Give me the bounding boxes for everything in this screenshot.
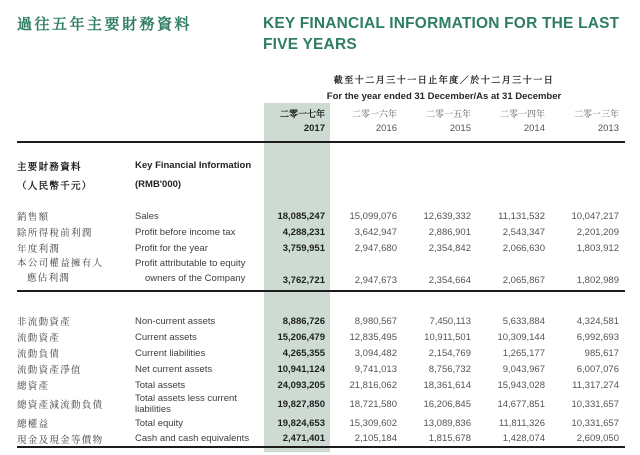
value-2014: 1,265,177	[502, 347, 545, 359]
table-row-non-current-assets	[17, 313, 625, 329]
value-2015: 1,815,678	[403, 431, 477, 447]
value-2016: 3,094,482	[354, 347, 397, 359]
year-zh-2016: 二零一六年	[351, 109, 397, 119]
row-label-en: Total assets	[135, 379, 186, 391]
col-header-zh: 主要財務資料	[17, 161, 82, 173]
value-2016: 2,947,673	[329, 256, 403, 291]
value-2015: 10,911,501	[424, 331, 471, 343]
table-row-cash	[17, 431, 625, 447]
value-2016: 2,105,184	[329, 431, 403, 447]
row-label-en: Net current assets	[135, 363, 213, 375]
row-label-en: Sales	[135, 210, 159, 222]
row-label-zh	[17, 256, 135, 291]
value-2017: 10,941,124	[277, 363, 325, 375]
row-label-zh-line2: 應佔利潤	[27, 273, 71, 284]
table-row-current-liabilities	[17, 345, 625, 361]
value-2017: 8,886,726	[282, 315, 325, 327]
value-2017: 24,093,205	[277, 379, 325, 391]
row-label-zh: 流動資產淨值	[17, 365, 82, 376]
table-row-sales	[17, 208, 625, 224]
year-header-row-zh	[17, 104, 625, 123]
row-label-en: Current liabilities	[135, 347, 206, 359]
value-2017: 19,827,850	[277, 398, 325, 410]
value-2016: 18,721,580	[349, 398, 397, 410]
row-label-en: Total assets less current liabilities	[135, 393, 237, 415]
value-2015: 7,450,113	[429, 315, 471, 327]
value-2013: 2,609,050	[551, 431, 625, 447]
row-label-zh: 銷售額	[17, 212, 50, 223]
value-2013: 1,803,912	[576, 242, 619, 254]
value-2013: 10,331,657	[571, 398, 619, 410]
value-2013: 11,317,274	[572, 379, 619, 391]
value-2014: 14,677,851	[497, 398, 545, 410]
year-zh-2015: 二零一五年	[425, 109, 471, 119]
year-zh-2013: 二零一三年	[573, 109, 619, 119]
value-2016: 2,947,680	[354, 242, 397, 254]
spacer-row	[17, 291, 625, 313]
year-header-row	[17, 123, 625, 142]
col-header-en: Key Financial Information	[135, 160, 252, 171]
value-2016: 12,835,495	[349, 331, 397, 343]
empty-cell	[135, 123, 263, 142]
value-2013: 4,324,581	[576, 315, 619, 327]
value-2014: 2,065,867	[477, 256, 551, 291]
page-title-zh: 過往五年主要財務資料	[17, 16, 193, 33]
value-2013: 10,331,657	[571, 417, 619, 429]
value-2014: 5,633,884	[502, 315, 545, 327]
value-2014: 1,428,074	[477, 431, 551, 447]
value-2015: 2,886,901	[428, 226, 471, 238]
value-2014: 11,131,532	[498, 210, 545, 222]
spacer-row	[17, 142, 625, 156]
year-2014: 2014	[477, 123, 551, 142]
row-label-zh: 非流動資產	[17, 317, 72, 328]
table-row-net-current-assets	[17, 361, 625, 377]
financial-table	[17, 104, 625, 448]
value-2016: 15,309,602	[349, 417, 397, 429]
value-2013: 2,201,209	[576, 226, 619, 238]
row-label-en: Non-current assets	[135, 315, 216, 327]
value-2017: 15,206,479	[277, 331, 325, 343]
table-row-profit-before-tax	[17, 224, 625, 240]
value-2015: 16,206,845	[423, 398, 471, 410]
value-2017: 4,288,231	[282, 226, 325, 238]
value-2015: 2,354,842	[428, 242, 471, 254]
value-2015: 2,154,769	[428, 347, 471, 359]
row-label-zh: 流動資產	[17, 333, 61, 344]
value-2015: 18,361,614	[423, 379, 471, 391]
page-header	[17, 13, 626, 55]
year-zh-2017: 二零一七年	[279, 109, 325, 119]
year-2017: 2017	[263, 123, 329, 142]
value-2017: 19,824,653	[277, 417, 325, 429]
value-2017: 3,762,721	[263, 256, 329, 291]
row-label-en: Profit for the year	[135, 242, 208, 254]
empty-cell	[17, 123, 135, 142]
value-2015: 12,639,332	[423, 210, 471, 222]
page-title-en: KEY FINANCIAL INFORMATION FOR THE LAST FIVE YEARS	[263, 15, 620, 53]
value-2013: 10,047,217	[571, 210, 619, 222]
row-label-zh: 年度利潤	[17, 244, 61, 255]
row-label-zh: 除所得稅前利潤	[17, 228, 93, 239]
value-2016: 9,741,013	[354, 363, 397, 375]
value-2014: 11,811,326	[498, 417, 545, 429]
value-2017: 3,759,951	[282, 242, 325, 254]
table-row-total-assets	[17, 377, 625, 393]
value-2016: 15,099,076	[349, 210, 397, 222]
period-header-zh: 截至十二月三十一日止年度／於十二月三十一日	[333, 75, 555, 85]
value-2014: 2,066,630	[502, 242, 545, 254]
row-label-zh: 現金及現金等價物	[17, 431, 135, 447]
period-header	[263, 73, 625, 102]
table-row-total-equity	[17, 415, 625, 431]
row-label-en: Cash and cash equivalents	[135, 431, 263, 447]
row-label-zh: 總權益	[17, 419, 50, 430]
row-label-en: Total equity	[135, 417, 184, 429]
value-2017: 18,085,247	[277, 210, 325, 222]
table-row-total-assets-less-liabilities	[17, 393, 625, 415]
value-2017: 4,265,355	[282, 347, 325, 359]
year-zh-2014: 二零一四年	[499, 109, 545, 119]
row-label-zh-line1: 本公司權益擁有人	[17, 258, 104, 269]
value-2013: 6,007,076	[576, 363, 619, 375]
period-header-en: For the year ended 31 December/As at 31 December	[326, 91, 562, 102]
value-2014: 2,543,347	[502, 226, 545, 238]
row-label-zh: 總資產	[17, 381, 50, 392]
empty-cell	[17, 104, 135, 123]
value-2014: 9,043,967	[502, 363, 545, 375]
column-header-unit-row	[17, 175, 625, 194]
row-label-en-line2: owners of the Company	[145, 273, 246, 284]
value-2015: 13,089,836	[423, 417, 471, 429]
value-2013: 985,617	[584, 347, 619, 359]
table-row-profit-for-year	[17, 240, 625, 256]
table-row-profit-attributable	[17, 256, 625, 291]
value-2013: 1,802,989	[551, 256, 625, 291]
column-header-row	[17, 156, 625, 175]
spacer-row	[17, 194, 625, 208]
value-2016: 3,642,947	[354, 226, 397, 238]
row-label-en: Current assets	[135, 331, 197, 343]
year-2016: 2016	[329, 123, 403, 142]
col-header-zh-unit: （人民幣千元）	[17, 180, 93, 192]
value-2014: 10,309,144	[497, 331, 545, 343]
row-label-zh: 流動負債	[17, 349, 61, 360]
value-2014: 15,943,028	[497, 379, 545, 391]
table-row-current-assets	[17, 329, 625, 345]
empty-cell	[135, 104, 263, 123]
row-label-zh: 總資產減流動負債	[17, 400, 104, 411]
year-2015: 2015	[403, 123, 477, 142]
row-label-en	[135, 256, 263, 291]
value-2017: 2,471,401	[263, 431, 329, 447]
col-header-en-unit: (RMB'000)	[135, 179, 182, 190]
value-2015: 2,354,664	[403, 256, 477, 291]
value-2013: 6,992,693	[576, 331, 619, 343]
value-2015: 8,756,732	[428, 363, 471, 375]
value-2016: 8,980,567	[354, 315, 397, 327]
row-label-en-line1: Profit attributable to equity	[135, 258, 246, 269]
row-label-en: Profit before income tax	[135, 226, 236, 238]
value-2016: 21,816,062	[349, 379, 397, 391]
year-2013: 2013	[551, 123, 625, 142]
